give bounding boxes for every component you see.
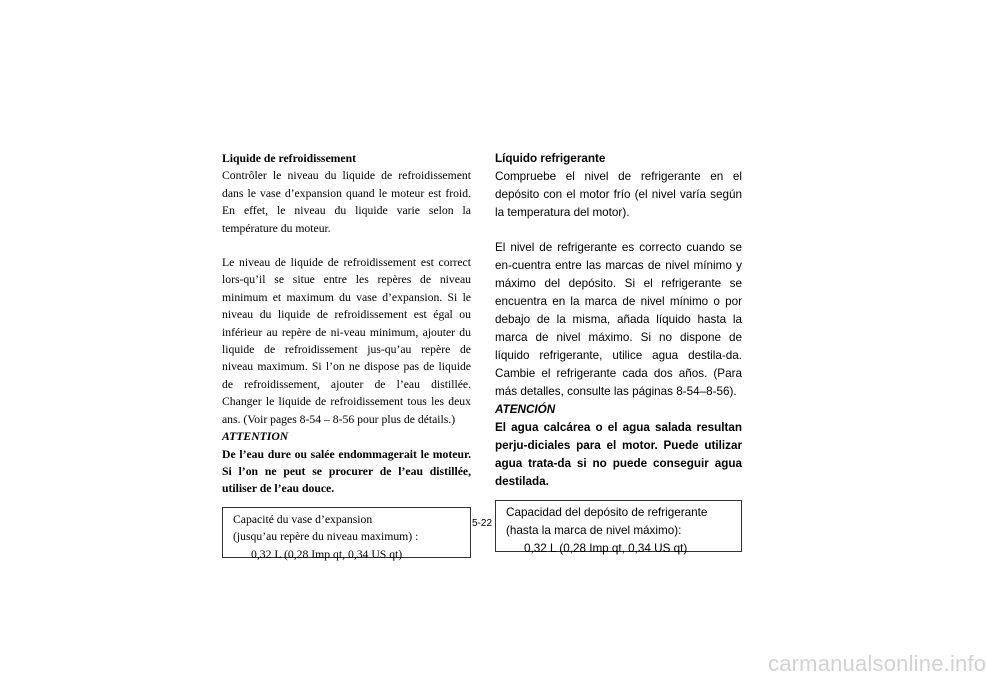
attention-title-es: ATENCIÓN — [495, 403, 556, 416]
spanish-column — [495, 150, 742, 555]
paragraph-2-es: El nivel de refrigerante es correcto cuando se en-cuentra entre las marcas de nivel mínimo y máximo del depósito. Si el refrigerante se encuentra en la marca de nivel mínimo o por debajo de la misma, añada líquido hasta la marca de nivel máximo. Si no dispone de líquido refrigerante, utilice agua destila-da. Cambie el refrigerante cada dos años. (Para más detalles, consulte las páginas 8-54–8-56). — [495, 241, 742, 398]
spec-box-fr — [222, 507, 471, 561]
spec-box-es — [495, 500, 742, 555]
watermark: carmanualsonline.info — [768, 651, 986, 676]
spec-value-es: 0,32 L (0,28 Imp qt, 0,34 US qt) — [524, 542, 688, 555]
spec-sublabel-es: (hasta la marca de nivel máximo): — [506, 524, 682, 537]
french-column — [222, 150, 471, 561]
paragraph-1-fr: Contrôler le niveau du liquide de refroidissement dans le vase d’expansion quand le moteur est froid. En effet, le niveau du liquide varie selon la température du moteur. — [222, 169, 471, 235]
page-number: 5-22 — [471, 518, 492, 529]
attention-text-fr: De l’eau dure ou salée endommagerait le moteur. Si l’on ne peut se procurer de l’eau distillée, utiliser de l’eau douce. — [222, 447, 471, 496]
attention-title-fr: ATTENTION — [222, 430, 289, 444]
spec-value-fr: 0,32 L (0,28 Imp qt, 0,34 US qt) — [251, 547, 403, 561]
attention-text-es: El agua calcárea o el agua salada resultan perju-diciales para el motor. Puede utilizar agua trata-da si no puede conseguir agua destilada. — [495, 421, 742, 488]
spec-sublabel-fr: (jusqu’au repère du niveau maximum) : — [233, 530, 419, 544]
section-heading-es: Líquido refrigerante — [495, 152, 606, 165]
paragraph-1-es: Compruebe el nivel de refrigerante en el depósito con el motor frío (el nivel varía según la temperatura del motor). — [495, 170, 742, 219]
section-heading-fr: Liquide de refroidissement — [222, 152, 356, 165]
spec-label-fr: Capacité du vase d’expansion — [233, 512, 373, 526]
paragraph-2-fr: Le niveau de liquide de refroidissement est correct lors-qu’il se situe entre les repères de niveau minimum et maximum du vase d’expansion. Si le niveau du liquide de refroidissement est égal ou inférieur au repère de ni-veau minimum, ajouter du liquide de refroidissement jus-qu’au repère de niveau maximum. Si l’on ne dispose pas de liquide de refroidissement, ajouter de l’eau distillée. Changer le liquide de refroidissement tous les deux ans. (Voir pages 8-54 – 8-56 pour plus de détails.) — [222, 256, 471, 426]
spec-label-es: Capacidad del depósito de refrigerante — [506, 506, 708, 519]
